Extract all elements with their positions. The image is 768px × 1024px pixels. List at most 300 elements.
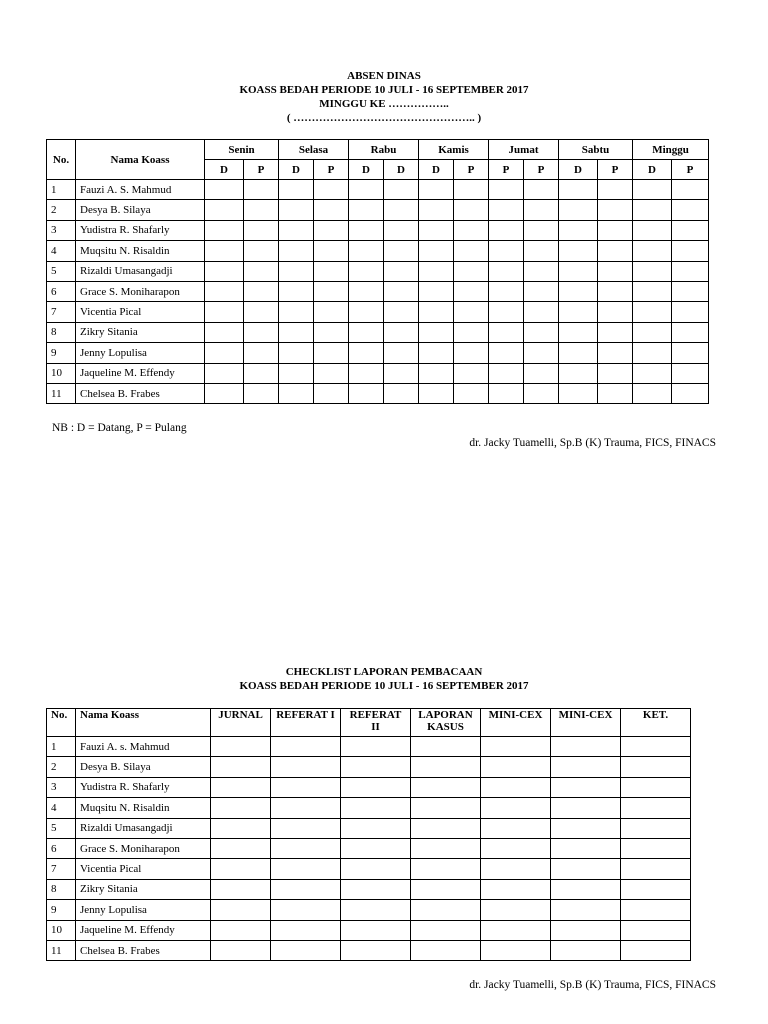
table-row xyxy=(47,818,691,838)
row-number: 4 xyxy=(47,798,76,818)
attendance-cell xyxy=(633,200,672,220)
attendance-cell xyxy=(384,302,419,322)
attendance-cell xyxy=(349,322,384,342)
col-no-header: No. xyxy=(47,709,76,737)
table-row xyxy=(47,859,691,879)
attendance-cell xyxy=(559,241,598,261)
attendance-cell xyxy=(489,363,524,383)
student-name: Chelsea B. Frabes xyxy=(76,383,205,403)
attendance-cell xyxy=(349,383,384,403)
attendance-cell xyxy=(384,180,419,200)
checklist-cell xyxy=(211,818,271,838)
attendance-note: NB : D = Datang, P = Pulang xyxy=(52,422,187,434)
attendance-signature: dr. Jacky Tuamelli, Sp.B (K) Trauma, FICS, FINACS xyxy=(469,437,716,449)
checklist-cell xyxy=(341,838,411,858)
attendance-cell xyxy=(633,343,672,363)
checklist-cell xyxy=(481,859,551,879)
attendance-cell xyxy=(489,180,524,200)
attendance-cell xyxy=(244,322,279,342)
checklist-cell xyxy=(271,879,341,899)
table-row xyxy=(47,241,709,261)
row-number: 1 xyxy=(47,737,76,757)
checklist-cell xyxy=(551,879,621,899)
attendance-cell xyxy=(633,281,672,301)
checklist-cell xyxy=(271,757,341,777)
table-row xyxy=(47,220,709,240)
dp-subheader: P xyxy=(244,160,279,180)
table-row xyxy=(47,757,691,777)
row-number: 9 xyxy=(47,900,76,920)
checklist-cell xyxy=(621,757,691,777)
day-header: Rabu xyxy=(349,140,419,160)
checklist-cell xyxy=(341,818,411,838)
checklist-cell xyxy=(271,777,341,797)
checklist-cell xyxy=(341,859,411,879)
attendance-cell xyxy=(524,281,559,301)
attendance-cell xyxy=(672,200,709,220)
attendance-cell xyxy=(598,220,633,240)
student-name: Vicentia Pical xyxy=(76,302,205,322)
dp-subheader: D xyxy=(205,160,244,180)
checklist-cell xyxy=(551,737,621,757)
checklist-cell xyxy=(341,798,411,818)
student-name: Chelsea B. Frabes xyxy=(76,940,211,960)
col-name-header: Nama Koass xyxy=(76,140,205,180)
checklist-cell xyxy=(551,838,621,858)
checklist-column-header: JURNAL xyxy=(211,709,271,737)
checklist-cell xyxy=(411,818,481,838)
attendance-cell xyxy=(524,383,559,403)
attendance-cell xyxy=(419,302,454,322)
row-number: 6 xyxy=(47,838,76,858)
checklist-column-header: KET. xyxy=(621,709,691,737)
attendance-cell xyxy=(419,322,454,342)
checklist-cell xyxy=(621,838,691,858)
table-row xyxy=(47,383,709,403)
attendance-cell xyxy=(559,261,598,281)
row-number: 8 xyxy=(47,322,76,342)
attendance-cell xyxy=(205,363,244,383)
attendance-cell xyxy=(205,383,244,403)
checklist-cell xyxy=(551,900,621,920)
attendance-cell xyxy=(454,343,489,363)
attendance-cell xyxy=(349,220,384,240)
attendance-cell xyxy=(349,363,384,383)
col-no-header: No. xyxy=(47,140,76,180)
table-row xyxy=(47,777,691,797)
checklist-cell xyxy=(621,900,691,920)
attendance-cell xyxy=(524,322,559,342)
col-name-header: Nama Koass xyxy=(76,709,211,737)
student-name: Muqsitu N. Risaldin xyxy=(76,241,205,261)
checklist-cell xyxy=(211,859,271,879)
checklist-cell xyxy=(211,920,271,940)
attendance-cell xyxy=(314,180,349,200)
attendance-cell xyxy=(314,281,349,301)
checklist-cell xyxy=(411,920,481,940)
checklist-cell xyxy=(211,798,271,818)
attendance-cell xyxy=(454,383,489,403)
attendance-cell xyxy=(279,383,314,403)
dp-subheader: P xyxy=(454,160,489,180)
checklist-cell xyxy=(411,940,481,960)
checklist-cell xyxy=(411,798,481,818)
absen-title: ABSEN DINAS xyxy=(347,70,421,82)
checklist-cell xyxy=(211,900,271,920)
attendance-cell xyxy=(559,281,598,301)
attendance-cell xyxy=(419,241,454,261)
student-name: Grace S. Moniharapon xyxy=(76,281,205,301)
attendance-cell xyxy=(349,200,384,220)
checklist-column-header: LAPORAN KASUS xyxy=(411,709,481,737)
table-row xyxy=(47,838,691,858)
attendance-cell xyxy=(454,241,489,261)
attendance-cell xyxy=(633,180,672,200)
attendance-cell xyxy=(672,322,709,342)
row-number: 2 xyxy=(47,757,76,777)
row-number: 2 xyxy=(47,200,76,220)
checklist-cell xyxy=(341,737,411,757)
attendance-cell xyxy=(489,281,524,301)
attendance-cell xyxy=(559,180,598,200)
attendance-cell xyxy=(672,281,709,301)
attendance-cell xyxy=(633,322,672,342)
attendance-cell xyxy=(598,180,633,200)
checklist-cell xyxy=(341,757,411,777)
attendance-cell xyxy=(419,261,454,281)
checklist-signature: dr. Jacky Tuamelli, Sp.B (K) Trauma, FICS, FINACS xyxy=(469,979,716,991)
attendance-cell xyxy=(489,241,524,261)
dp-subheader: P xyxy=(524,160,559,180)
checklist-column-header: MINI-CEX xyxy=(551,709,621,737)
checklist-cell xyxy=(211,757,271,777)
attendance-cell xyxy=(524,220,559,240)
checklist-cell xyxy=(271,798,341,818)
attendance-cell xyxy=(672,180,709,200)
attendance-cell xyxy=(559,302,598,322)
attendance-cell xyxy=(384,363,419,383)
checklist-cell xyxy=(411,777,481,797)
table-row xyxy=(47,737,691,757)
attendance-cell xyxy=(419,343,454,363)
attendance-cell xyxy=(419,383,454,403)
dp-subheader: P xyxy=(672,160,709,180)
day-header: Senin xyxy=(205,140,279,160)
dp-subheader: D xyxy=(279,160,314,180)
table-row xyxy=(47,343,709,363)
row-number: 8 xyxy=(47,879,76,899)
attendance-cell xyxy=(633,241,672,261)
attendance-cell xyxy=(314,363,349,383)
attendance-cell xyxy=(244,383,279,403)
attendance-cell xyxy=(314,220,349,240)
attendance-cell xyxy=(205,302,244,322)
dp-subheader: P xyxy=(314,160,349,180)
attendance-cell xyxy=(349,302,384,322)
attendance-cell xyxy=(524,241,559,261)
attendance-cell xyxy=(384,200,419,220)
table-row xyxy=(47,200,709,220)
attendance-cell xyxy=(598,281,633,301)
checklist-header-row xyxy=(47,709,691,737)
table-row xyxy=(47,322,709,342)
attendance-cell xyxy=(489,383,524,403)
attendance-cell xyxy=(279,302,314,322)
attendance-cell xyxy=(205,220,244,240)
checklist-cell xyxy=(481,838,551,858)
attendance-cell xyxy=(633,383,672,403)
table-row xyxy=(47,363,709,383)
attendance-cell xyxy=(559,363,598,383)
attendance-cell xyxy=(633,220,672,240)
attendance-cell xyxy=(489,322,524,342)
checklist-cell xyxy=(621,777,691,797)
attendance-cell xyxy=(279,220,314,240)
student-name: Zikry Sitania xyxy=(76,879,211,899)
attendance-cell xyxy=(633,261,672,281)
dp-subheader: D xyxy=(384,160,419,180)
attendance-cell xyxy=(314,261,349,281)
checklist-cell xyxy=(551,777,621,797)
attendance-header-row xyxy=(47,140,709,160)
attendance-cell xyxy=(244,241,279,261)
checklist-column-header: MINI-CEX xyxy=(481,709,551,737)
attendance-cell xyxy=(384,261,419,281)
student-name: Fauzi A. S. Mahmud xyxy=(76,180,205,200)
checklist-cell xyxy=(481,737,551,757)
day-header: Minggu xyxy=(633,140,709,160)
checklist-cell xyxy=(411,757,481,777)
row-number: 9 xyxy=(47,343,76,363)
attendance-cell xyxy=(419,180,454,200)
checklist-cell xyxy=(271,737,341,757)
checklist-cell xyxy=(341,920,411,940)
row-number: 11 xyxy=(47,383,76,403)
checklist-cell xyxy=(211,879,271,899)
checklist-cell xyxy=(271,940,341,960)
checklist-cell xyxy=(341,900,411,920)
checklist-cell xyxy=(621,818,691,838)
checklist-cell xyxy=(411,737,481,757)
attendance-cell xyxy=(349,180,384,200)
attendance-cell xyxy=(349,241,384,261)
row-number: 5 xyxy=(47,818,76,838)
attendance-cell xyxy=(419,281,454,301)
attendance-cell xyxy=(349,261,384,281)
row-number: 10 xyxy=(47,363,76,383)
checklist-cell xyxy=(481,798,551,818)
student-name: Zikry Sitania xyxy=(76,322,205,342)
checklist-cell xyxy=(621,879,691,899)
attendance-cell xyxy=(454,322,489,342)
attendance-cell xyxy=(672,241,709,261)
row-number: 7 xyxy=(47,302,76,322)
attendance-cell xyxy=(524,200,559,220)
checklist-cell xyxy=(551,757,621,777)
attendance-cell xyxy=(279,343,314,363)
checklist-cell xyxy=(481,818,551,838)
attendance-cell xyxy=(633,302,672,322)
student-name: Rizaldi Umasangadji xyxy=(76,818,211,838)
attendance-cell xyxy=(419,220,454,240)
row-number: 7 xyxy=(47,859,76,879)
row-number: 5 xyxy=(47,261,76,281)
attendance-cell xyxy=(279,322,314,342)
attendance-cell xyxy=(524,180,559,200)
checklist-cell xyxy=(481,940,551,960)
attendance-cell xyxy=(454,220,489,240)
day-header: Sabtu xyxy=(559,140,633,160)
attendance-cell xyxy=(598,383,633,403)
attendance-cell xyxy=(244,200,279,220)
attendance-cell xyxy=(244,261,279,281)
attendance-cell xyxy=(672,302,709,322)
student-name: Muqsitu N. Risaldin xyxy=(76,798,211,818)
row-number: 3 xyxy=(47,777,76,797)
attendance-cell xyxy=(384,322,419,342)
student-name: Yudistra R. Shafarly xyxy=(76,220,205,240)
attendance-cell xyxy=(598,302,633,322)
attendance-cell xyxy=(454,180,489,200)
attendance-cell xyxy=(598,322,633,342)
attendance-cell xyxy=(454,363,489,383)
checklist-cell xyxy=(411,859,481,879)
table-row xyxy=(47,879,691,899)
row-number: 11 xyxy=(47,940,76,960)
attendance-cell xyxy=(598,200,633,220)
table-row xyxy=(47,900,691,920)
dp-subheader: D xyxy=(419,160,454,180)
student-name: Grace S. Moniharapon xyxy=(76,838,211,858)
attendance-cell xyxy=(244,343,279,363)
attendance-cell xyxy=(559,220,598,240)
student-name: Jaqueline M. Effendy xyxy=(76,363,205,383)
checklist-cell xyxy=(211,777,271,797)
attendance-cell xyxy=(454,281,489,301)
attendance-cell xyxy=(244,363,279,383)
checklist-cell xyxy=(271,818,341,838)
row-number: 4 xyxy=(47,241,76,261)
attendance-cell xyxy=(672,220,709,240)
absen-week-blank: ( ………………………………………….. ) xyxy=(286,112,482,124)
row-number: 6 xyxy=(47,281,76,301)
attendance-cell xyxy=(524,343,559,363)
student-name: Yudistra R. Shafarly xyxy=(76,777,211,797)
checklist-cell xyxy=(271,900,341,920)
table-row xyxy=(47,302,709,322)
attendance-cell xyxy=(279,200,314,220)
attendance-cell xyxy=(489,261,524,281)
student-name: Desya B. Silaya xyxy=(76,757,211,777)
attendance-cell xyxy=(384,241,419,261)
attendance-cell xyxy=(454,302,489,322)
checklist-cell xyxy=(481,900,551,920)
checklist-column-header: REFERAT II xyxy=(341,709,411,737)
attendance-cell xyxy=(349,281,384,301)
attendance-cell xyxy=(598,343,633,363)
attendance-cell xyxy=(672,383,709,403)
table-row xyxy=(47,180,709,200)
checklist-cell xyxy=(621,940,691,960)
dp-subheader: D xyxy=(349,160,384,180)
attendance-cell xyxy=(314,241,349,261)
checklist-cell xyxy=(341,777,411,797)
attendance-cell xyxy=(524,261,559,281)
checklist-cell xyxy=(621,798,691,818)
absen-subtitle: KOASS BEDAH PERIODE 10 JULI - 16 SEPTEMBER 2017 xyxy=(239,84,529,96)
attendance-cell xyxy=(349,343,384,363)
attendance-cell xyxy=(314,302,349,322)
attendance-cell xyxy=(384,281,419,301)
checklist-cell xyxy=(411,879,481,899)
attendance-cell xyxy=(384,383,419,403)
table-row xyxy=(47,798,691,818)
checklist-cell xyxy=(271,859,341,879)
attendance-cell xyxy=(205,200,244,220)
student-name: Fauzi A. s. Mahmud xyxy=(76,737,211,757)
attendance-cell xyxy=(489,343,524,363)
attendance-cell xyxy=(314,322,349,342)
table-row xyxy=(47,920,691,940)
attendance-cell xyxy=(205,180,244,200)
student-name: Rizaldi Umasangadji xyxy=(76,261,205,281)
checklist-cell xyxy=(211,940,271,960)
student-name: Vicentia Pical xyxy=(76,859,211,879)
attendance-cell xyxy=(279,241,314,261)
checklist-table xyxy=(46,708,691,961)
dp-subheader: D xyxy=(633,160,672,180)
table-row xyxy=(47,940,691,960)
checklist-cell xyxy=(211,737,271,757)
attendance-cell xyxy=(205,322,244,342)
attendance-cell xyxy=(598,261,633,281)
row-number: 3 xyxy=(47,220,76,240)
attendance-cell xyxy=(524,363,559,383)
attendance-cell xyxy=(559,322,598,342)
checklist-column-header: REFERAT I xyxy=(271,709,341,737)
checklist-cell xyxy=(411,838,481,858)
attendance-table xyxy=(46,139,709,404)
checklist-cell xyxy=(481,777,551,797)
checklist-cell xyxy=(621,859,691,879)
row-number: 1 xyxy=(47,180,76,200)
attendance-cell xyxy=(419,363,454,383)
attendance-cell xyxy=(633,363,672,383)
checklist-cell xyxy=(621,737,691,757)
checklist-cell xyxy=(551,940,621,960)
table-row xyxy=(47,281,709,301)
attendance-cell xyxy=(244,302,279,322)
absen-week: MINGGU KE …………….. xyxy=(319,98,449,110)
attendance-cell xyxy=(672,363,709,383)
dp-subheader: D xyxy=(559,160,598,180)
attendance-cell xyxy=(244,281,279,301)
attendance-cell xyxy=(524,302,559,322)
checklist-cell xyxy=(551,920,621,940)
checklist-cell xyxy=(481,920,551,940)
checklist-cell xyxy=(271,920,341,940)
attendance-cell xyxy=(205,241,244,261)
attendance-cell xyxy=(205,343,244,363)
attendance-cell xyxy=(559,200,598,220)
checklist-cell xyxy=(341,940,411,960)
attendance-cell xyxy=(279,281,314,301)
attendance-cell xyxy=(279,363,314,383)
checklist-cell xyxy=(551,798,621,818)
student-name: Desya B. Silaya xyxy=(76,200,205,220)
day-header: Selasa xyxy=(279,140,349,160)
attendance-cell xyxy=(314,383,349,403)
